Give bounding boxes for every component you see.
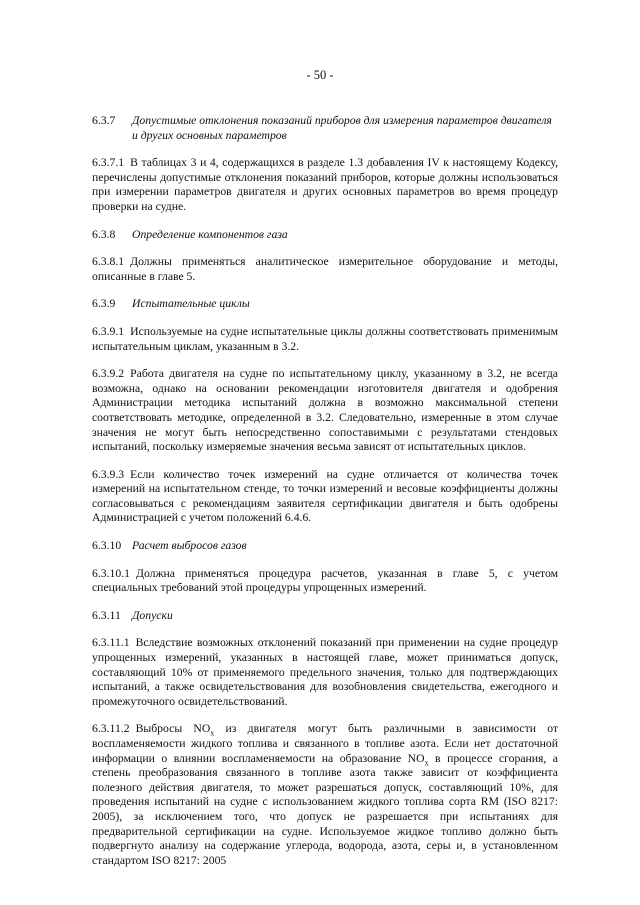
paragraph-text: Используемые на судне испытательные циклы должны соответствовать применимым испытательным циклам, указанным в 3.2.	[92, 324, 558, 353]
paragraph-text-part: Выбросы NO	[135, 722, 211, 736]
paragraph-6-3-9-1	[92, 325, 558, 354]
subscript-x: x	[424, 757, 429, 767]
paragraph-text-part: в процессе сгорания, а степень преобразования связанного в топливе азота также зависит от коэффициента полезного действия двигателя, то может разрешаться допуск, составляющий 10%, для проведения испытаний на судне с использованием жидкого топлива сорта RM (ISO 8217: 2005), за исключением того, что допуск не разрешается при испытаниях для предварительной сертификации на судне. Используемое жидкое топливо должно быть подвергнуто анализу на содержание углерода, водорода, азота, серы и, в установленном стандартом ISO 8217: 2005	[92, 751, 558, 867]
section-title: Испытательные циклы	[132, 297, 250, 311]
paragraph-number: 6.3.7.1	[92, 156, 125, 170]
section-heading-6-3-11	[92, 609, 558, 624]
section-number: 6.3.10	[92, 539, 122, 553]
paragraph-text: Должна применяться процедура расчетов, указанная в главе 5, с учетом специальных требований этой процедуры упрощенных измерений.	[92, 566, 558, 595]
paragraph-6-3-9-2	[92, 367, 558, 455]
section-number: 6.3.9	[92, 297, 116, 311]
section-number: 6.3.7	[92, 114, 116, 127]
paragraph-number: 6.3.9.1	[92, 324, 125, 338]
section-title: Допуски	[132, 608, 173, 622]
section-title: Допустимые отклонения показаний приборов для измерения параметров двигателя и других основных параметров	[132, 114, 552, 142]
section-number: 6.3.8	[92, 227, 116, 241]
section-heading-6-3-10	[92, 539, 558, 554]
page-number: - 50 -	[306, 68, 334, 82]
paragraph-text: Вследствие возможных отклонений показаний при применении на судне процедур упрощенных измерений, указанных в настоящей главе, может приниматься допуск, составляющий 10% от применяемого предельного значения, только для подтверждающих испытаний, а также освидетельствования для возобновления свидетельства, ежегодного и промежуточного освидетельствований.	[92, 636, 558, 708]
section-heading-6-3-7	[92, 114, 558, 143]
document-body	[92, 114, 558, 881]
subscript-x: x	[210, 728, 215, 738]
paragraph-6-3-8-1	[92, 255, 558, 284]
paragraph-6-3-11-1	[92, 636, 558, 709]
section-heading-6-3-8	[92, 228, 558, 243]
paragraph-number: 6.3.9.3	[92, 467, 125, 481]
paragraph-6-3-10-1	[92, 567, 558, 596]
paragraph-number: 6.3.10.1	[92, 566, 130, 580]
paragraph-number: 6.3.9.2	[92, 367, 125, 381]
section-number: 6.3.11	[92, 608, 121, 622]
paragraph-text: Если количество точек измерений на судне отличается от количества точек измерений на испытательном стенде, то точки измерений и весовые коэффициенты должны согласовываться с рекомендациям заявителя сертификации двигателя и быть одобрены Администрацией с учетом положений 6.4.6.	[92, 467, 558, 525]
paragraph-text-part: из двигателя могут быть различными в зависимости от воспламеняемости жидкого топлива и связанного в топливе азота. Если нет достаточной информации о влиянии воспламеняемости на образование NO	[92, 722, 558, 765]
paragraph-6-3-7-1	[92, 156, 558, 214]
paragraph-number: 6.3.8.1	[92, 255, 125, 269]
section-title: Определение компонентов газа	[132, 227, 288, 241]
paragraph-6-3-9-3	[92, 468, 558, 526]
paragraph-text: Должны применяться аналитическое измерительное оборудование и методы, описанные в главе 5.	[92, 255, 558, 283]
section-heading-6-3-9	[92, 297, 558, 312]
paragraph-text: В таблицах 3 и 4, содержащихся в разделе 1.3 добавления IV к настоящему Кодексу, перечислены допустимые отклонения показаний приборов, которые должны использоваться при измерении параметров двигателя и других основных параметров во время процедур проверки на судне.	[92, 156, 558, 213]
paragraph-number: 6.3.11.1	[92, 636, 130, 650]
paragraph-number: 6.3.11.2	[92, 722, 130, 736]
paragraph-text: Работа двигателя на судне по испытательному циклу, указанному в 3.2, не всегда возможна, однако на основании рекомендации изготовителя двигателя и одобрения Администрации методика испытаний должна в возможно максимальной степени соответствовать методике, определенной в 3.2. Следовательно, измеренные в этом случае значения не могут быть непосредственно сопоставимыми с результатами стендовых испытаний, поскольку измеряемые значения весьма зависят от испытательных циклов.	[92, 367, 558, 454]
paragraph-6-3-11-2	[92, 722, 558, 868]
section-title: Расчет выбросов газов	[132, 539, 247, 553]
